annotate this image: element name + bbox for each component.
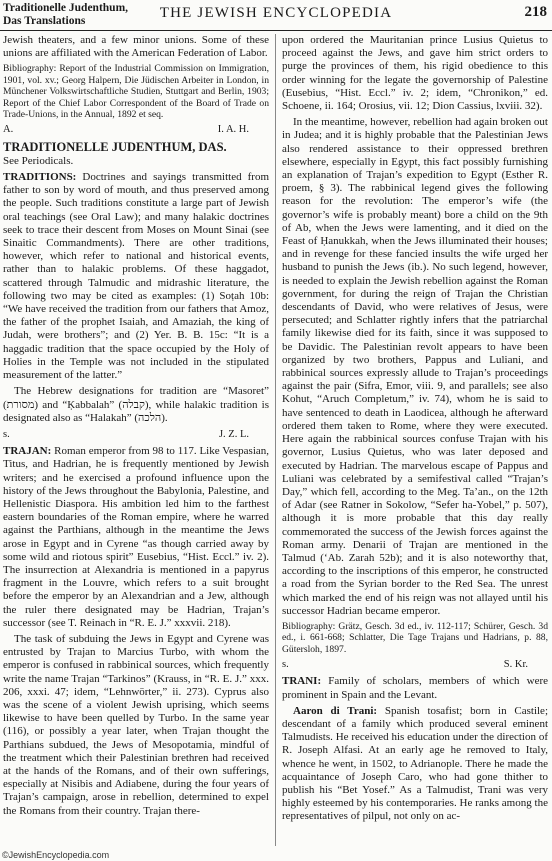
header-rule [0, 30, 552, 31]
headword-traditionelle-judenthum: TRADITIONELLE JUDENTHUM, DAS. [3, 139, 227, 154]
signature-initial: A. [3, 124, 14, 136]
signature-author: J. Z. L. [218, 428, 249, 440]
headword-trajan: TRAJAN: [3, 445, 52, 458]
column-divider [275, 34, 276, 846]
trajan-paragraph-4: In the meantime, however, rebellion had again broken out in Judea; and it is highly probable that the Palestinian Jews also rendered assistance to their oppressed brethren elsewhere, especially in Egypt, this fact possibly furnishing an explanation of Trajan’s expedition to Egypt (Esther R. proem, § 3). The rabbinical legend gives the following reason for the revolution: The emperor’s wife (the governor’s wife is probably meant) bore a child on the 9th of Ab, when the Jews were lamenting, and it died on the Feast of Ḥanukkah, when the Jews illuminated their houses; and in revenge for these fancied insults the wife urged her husband to punish the Jews (ib.). No such legend, however, is needed to explain the Jewish rebellion against the Roman government, for during the reign of Trajan the Christian descendants of David, who were relatives of Jesus, were persecuted; and Schlatter rightly infers that the patriarchal family likewise died for its faith, since it was supposed to be Davidic. The Palestinian revolt appears to have been organized by two brothers, Pappus and Luliani, and rabbinical sources expressly allude to Trajan’s proceedings against the pair (Sifra, Emor, viii. 9, and parallels; see also Kohut, “Aruch Completum,” iv. 74), whom he is said to have sentenced to death in Laodicea, although he afterward ordered them taken to Rome, where they were executed. Here again the rabbinical sources confuse Trajan with his governor, Lusius Quietus, who was later deposed and executed by Hadrian. The marvelous escape of Pappus and Luliani was celebrated by a semifestival called “Trajan’s Day,” which fell, according to the Meg. Ta’an., on the 12th of Adar (see Ratner in Sokolow, “Sefer ha-Yobel,” p. 507), although it is more probable that this day really commemorated the success of the Jewish forces against the Roman army. Denarii of Trajan are mentioned in the Talmud (‘Ab. Zarah 52b); and it is also noteworthy that, according to the inscriptions of this emperor, he constructed a road from the Syrian border to the Red Sea. The unrest which marked the end of his reign was not allayed until his successor Hadrian became emperor. [282, 116, 548, 617]
traditions-entry [3, 171, 269, 382]
subheadword-aaron-di-trani: Aaron di Trani: [293, 704, 378, 717]
trajan-text: Roman emperor from 98 to 117. Like Vespasian, Titus, and Hadrian, he is frequently mentioned by Jewish writers; and he exercised a profound influence upon the history of the Jews throughout the Babylonia, Palestine, and Hellenistic Diaspora. His ambition led him to the farthest eastern boundaries of the Roman empire, where he warred against the Parthians, although in the meantime the Jews arose in Egypt and in Cyrene “as though carried away by some wild and riotous spirit” Eusebius, “Hist. Eccl.” iv. 2). The insurrection at Alexandria is mentioned in a papyrus fragment in the Louvre, which refers to a suit brought before the emperor by an Alexandrian and a Jew, although the ruler there designated may be Hadrian, Trajan’s successor (see T. Reinach in “R. E. J.” xxxvii. 218). [3, 445, 269, 629]
see-reference[interactable]: See Periodicals. [3, 154, 74, 167]
running-head-left: Traditionelle Judenthum, Das Translations [3, 2, 129, 27]
traditions-paragraph-2: The Hebrew designations for tradition are “Masoret” (מסורת) and “Ḳabbalah” (קבלה), while halakic tradition is designated also as “Halakah” (הלכה). [3, 385, 269, 424]
signature-line [282, 658, 548, 671]
signature-line [3, 123, 269, 136]
copyright-watermark: ©JewishEncyclopedia.com [2, 850, 110, 860]
signature-line [3, 428, 269, 441]
trajan-paragraph-2: The task of subduing the Jews in Egypt and Cyrene was entrusted by Trajan to Marcius Turbo, with whom the emperor is confused in rabbinical sources, which frequently write the name Trajan “Tarkinos” (Krauss, in “R. E. J.” xxx. 206, xxxi. 47; idem, “Lehnwörter,” ii. 273). Cyprus also was the scene of a violent Jewish uprising, which seems likewise to have been quelled by Turbo. In the same year (116), or possibly a year later, when Trajan thought the Parthians subdued, the Jews of Mesopotamia, mindful of the treatment which their Palestinian brethren had received at the hands of the Romans, and of their own sufferings, especially at Nisibis and Adiabene, during the four years of Trajan’s campaign, arose in rebellion, determined to expel the Romans from their country. Trajan there- [3, 632, 269, 817]
bibliography-trajan: Bibliography: Grätz, Gesch. 3d ed., iv. 112-117; Schürer, Gesch. 3d ed., i. 661-668; Schlatter, Die Tage Trajans und Hadrians, p. 88, Gütersloh, 1897. [282, 620, 548, 655]
signature-author: S. Kr. [503, 659, 528, 671]
traditions-text: Doctrines and sayings transmitted from father to son by word of mouth, and thus preserved among the people. Such traditions constitute a large part of Jewish oral teachings (see Oral Law); and many halakic doctrines seek to trace their descent from Moses on Mount Sinai (see Sinaitic Commandments). There are other traditions, however, which refer to national and historical events, rather than to halakic problems. Of these haggadot, scattered through Talmudic and midrashic literature, the following two may be cited as examples: (1) Soṭah 10b: “We have received the tradition from our fathers that Amoz, the father of the prophet Isaiah, and Amaziah, the king of Judah, were brothers”; and (2) Yer. B. B. 15c: “It is a haggadic tradition that the space occupied by the Holy of Holies in the Temple was not included in the stipulated measurement of the latter.” [3, 171, 269, 382]
headword-trani: TRANI: [282, 675, 322, 688]
signature-initial: s. [282, 659, 289, 671]
signature-initial: s. [3, 428, 10, 440]
trajan-entry [3, 445, 269, 630]
page-number: 218 [524, 4, 547, 20]
aaron-text: Spanish tosafist; born in Castile; descendant of a family which produced several eminent Talmudists. He received his education under the direction of R. Joseph Alfasi. At an early age he removed to Italy, whence he went, in 1502, to Adrianople. There he made the acquaintance of Joseph Caro, who had gone thither to publish his “Bet Yosef.” As a Talmudist, Trani was very highly esteemed by his contemporaries. He ranks among the representatives of pilpul, not only on ac- [282, 704, 548, 823]
trajan-paragraph-3: upon ordered the Mauritanian prince Lusius Quietus to proceed against the Jews, and gave him strict orders to purge the provinces of them, his rigid obedience to this order winning for the legate the governorship of Palestine (Eusebius, “Hist. Eccl.” iv. 2; idem, “Chronikon,” ed. Schoene, ii. 164; Orosius, vii. 12; Dion Cassius, lxviii. 32). [282, 34, 548, 113]
trani-entry [282, 675, 548, 701]
trani-text: Family of scholars, members of which were prominent in Spain and the Levant. [282, 675, 548, 701]
headword-traditions: TRADITIONS: [3, 171, 77, 184]
aaron-entry [282, 705, 548, 824]
signature-author: I. A. H. [217, 124, 249, 136]
intro-paragraph: Jewish theaters, and a few minor unions. Some of these unions are affiliated with the American Federation of Labor. [3, 34, 269, 60]
left-column [3, 34, 269, 852]
bibliography-labor: Bibliography: Report of the Industrial Commission on Immigration, 1901, vol. xv.; Georg Halpern, Die Jüdischen Arbeiter in London, in Münchener Volkswirtschaftliche Studien, Stuttgart and Berlin, 1903; Report of the Chief Labor Correspondent of the Board of Trade on Trade-Unions, in the Annual, 1892 et seq. [3, 63, 269, 121]
right-column [282, 34, 548, 852]
running-head-title: THE JEWISH ENCYCLOPEDIA [159, 5, 393, 21]
